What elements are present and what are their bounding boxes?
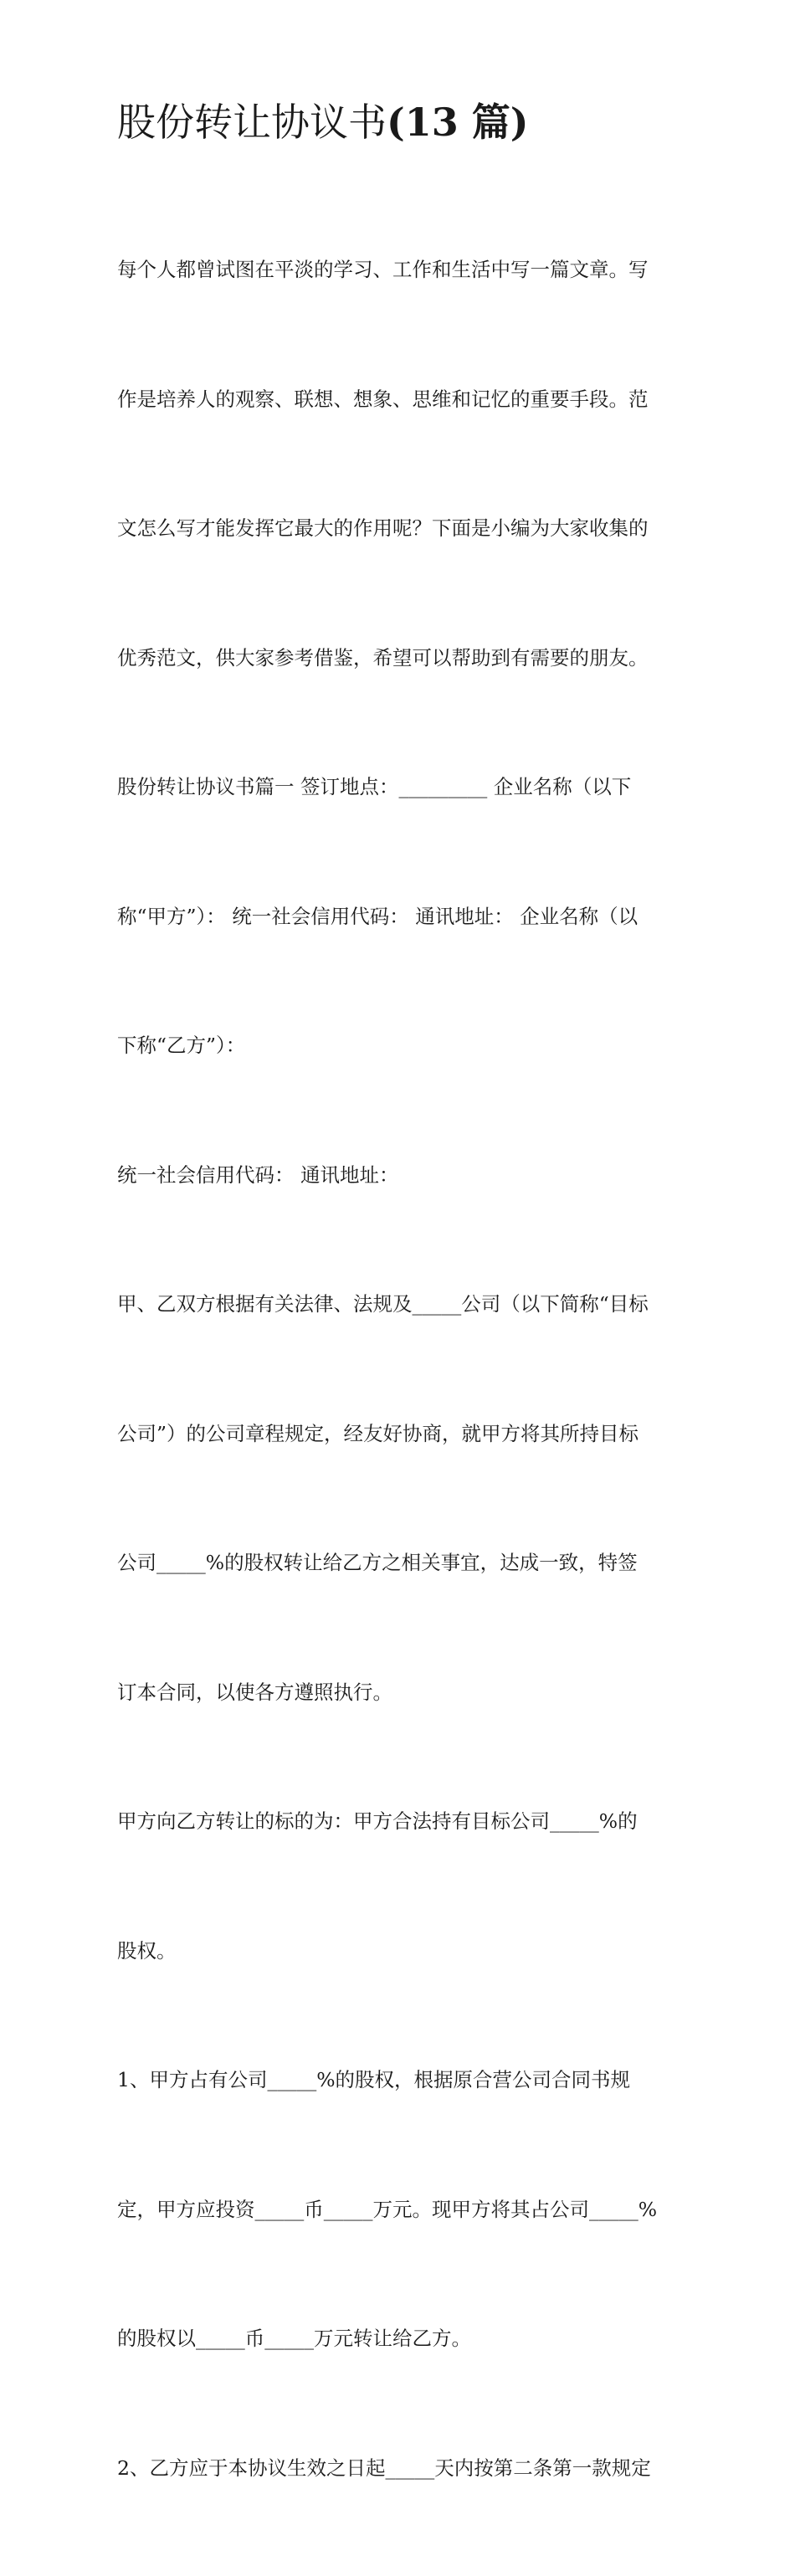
body-line: 2、乙方应于本协议生效之日起_____天内按第二条第一款规定 xyxy=(117,2455,651,2480)
title-text: 股份转让协议书 xyxy=(117,100,387,145)
body-line: 统一社会信用代码： 通讯地址： xyxy=(117,1162,399,1187)
document-page xyxy=(117,92,686,2576)
body-line: 公司_____%的股权转让给乙方之相关事宜，达成一致，特签 xyxy=(117,1551,638,1574)
body-line: 的股权以_____币_____万元转让给乙方。 xyxy=(117,2327,471,2350)
body-line: 订本合同，以使各方遵照执行。 xyxy=(117,1680,392,1704)
body-line: 定，甲方应投资_____币_____万元。现甲方将其占公司_____% xyxy=(117,2197,658,2221)
body-line: 甲方向乙方转让的标的为：甲方合法持有目标公司_____%的 xyxy=(117,1809,638,1833)
body-line: 股权。 xyxy=(117,1938,177,1963)
body-line: 甲、乙双方根据有关法律、法规及_____公司（以下简称“目标 xyxy=(117,1292,649,1316)
body-line: 文怎么写才能发挥它最大的作用呢？下面是小编为大家收集的 xyxy=(117,516,649,540)
body-line: 股份转让协议书篇一 签订地点：_________ 企业名称（以下 xyxy=(117,775,632,798)
body-line: 作是培养人的观察、联想、想象、思维和记忆的重要手段。范 xyxy=(117,387,649,411)
document-title xyxy=(117,92,686,152)
body-line: 称“甲方”）： 统一社会信用代码： 通讯地址： 企业名称（以 xyxy=(117,904,639,928)
body-line: 每个人都曾试图在平淡的学习、工作和生活中写一篇文章。写 xyxy=(117,258,649,281)
document-body xyxy=(117,162,686,2576)
body-line: 公司”）的公司章程规定，经友好协商，就甲方将其所持目标 xyxy=(117,1421,639,1445)
body-line: 1、甲方占有公司_____%的股权，根据原合营公司合同书规 xyxy=(117,2068,631,2091)
body-line: 优秀范文，供大家参考借鉴，希望可以帮助到有需要的朋友。 xyxy=(117,645,649,670)
body-line: 下称“乙方”）： xyxy=(117,1034,246,1057)
title-suffix: (13 篇) xyxy=(387,100,529,145)
